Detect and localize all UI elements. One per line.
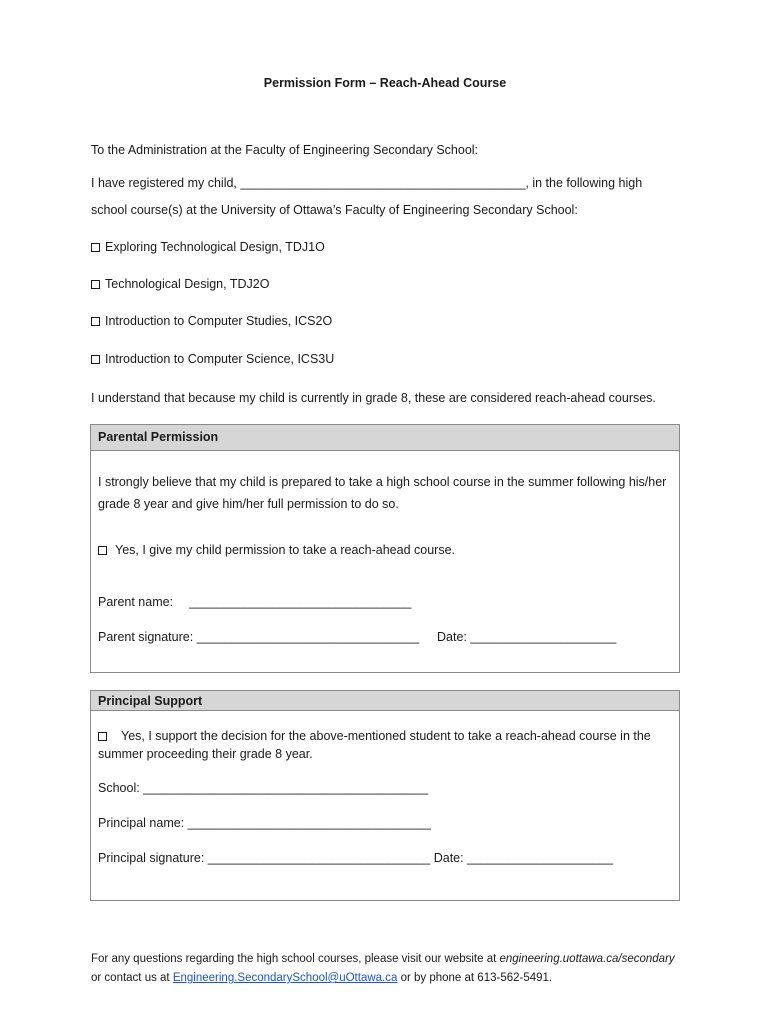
- course-label: Technological Design, TDJ2O: [105, 277, 270, 291]
- footer-text: For any questions regarding the high school courses, please visit our website at: [91, 953, 500, 965]
- principal-support-option[interactable]: [98, 729, 651, 743]
- parent-name-line[interactable]: ________________________________: [189, 595, 412, 609]
- principal-support-heading: Principal Support: [91, 691, 679, 711]
- parental-statement: I strongly believe that my child is prepared to take a high school course in the summer following his/her: [98, 475, 667, 489]
- footer-line-2: [91, 972, 552, 984]
- footer-text: or contact us at: [91, 972, 173, 984]
- checkbox-icon[interactable]: [98, 732, 107, 741]
- parental-permission-heading: Parental Permission: [91, 425, 679, 451]
- reach-ahead-statement: I understand that because my child is currently in grade 8, these are considered reach-ahead courses.: [91, 391, 656, 405]
- parental-permission-section: [90, 424, 680, 673]
- form-title: Permission Form – Reach-Ahead Course: [263, 76, 507, 90]
- parent-permission-option[interactable]: [98, 543, 455, 557]
- course-label: Introduction to Computer Studies, ICS2O: [105, 314, 333, 328]
- checkbox-icon[interactable]: [91, 243, 100, 252]
- principal-support-section: [90, 690, 680, 901]
- salutation: To the Administration at the Faculty of Engineering Secondary School:: [91, 143, 479, 157]
- parent-name-field[interactable]: [98, 595, 412, 609]
- website-link[interactable]: engineering.uottawa.ca/secondary: [499, 953, 675, 965]
- course-option-ics3u[interactable]: [91, 352, 334, 366]
- checkbox-icon[interactable]: [98, 546, 107, 555]
- course-option-ics2o[interactable]: [91, 314, 332, 328]
- principal-signature-field[interactable]: Principal signature: ________________________________ Date: _____________________: [98, 851, 614, 865]
- registration-line: I have registered my child, _________________________________________, in the following high: [91, 176, 643, 190]
- footer-line-1: [91, 953, 675, 965]
- principal-support-statement-2: summer proceeding their grade 8 year.: [98, 747, 313, 761]
- parent-name-label: Parent name:: [98, 595, 174, 609]
- school-field[interactable]: School: _________________________________________: [98, 781, 429, 795]
- course-option-tdj1o[interactable]: [91, 240, 325, 254]
- checkbox-icon[interactable]: [91, 317, 100, 326]
- principal-name-field[interactable]: Principal name: ___________________________________: [98, 816, 431, 830]
- course-option-tdj2o[interactable]: [91, 277, 269, 291]
- parental-statement-2: grade 8 year and give him/her full permission to do so.: [98, 497, 399, 511]
- email-link[interactable]: Engineering.SecondarySchool@uOttawa.ca: [172, 972, 398, 984]
- parent-signature-field[interactable]: Parent signature: ________________________________: [98, 630, 420, 644]
- checkbox-icon[interactable]: [91, 280, 100, 289]
- course-label: Introduction to Computer Science, ICS3U: [105, 352, 335, 366]
- parent-permission-label: Yes, I give my child permission to take a reach-ahead course.: [115, 543, 455, 557]
- parent-date-field[interactable]: Date: _____________________: [437, 630, 617, 644]
- registration-line-2: school course(s) at the University of Ottawa’s Faculty of Engineering Secondary School:: [91, 203, 578, 217]
- checkbox-icon[interactable]: [91, 355, 100, 364]
- footer-text: or by phone at 613-562-5491.: [397, 972, 553, 984]
- course-label: Exploring Technological Design, TDJ1O: [105, 240, 325, 254]
- principal-support-label: Yes, I support the decision for the above-mentioned student to take a reach-ahead course in the: [121, 729, 651, 743]
